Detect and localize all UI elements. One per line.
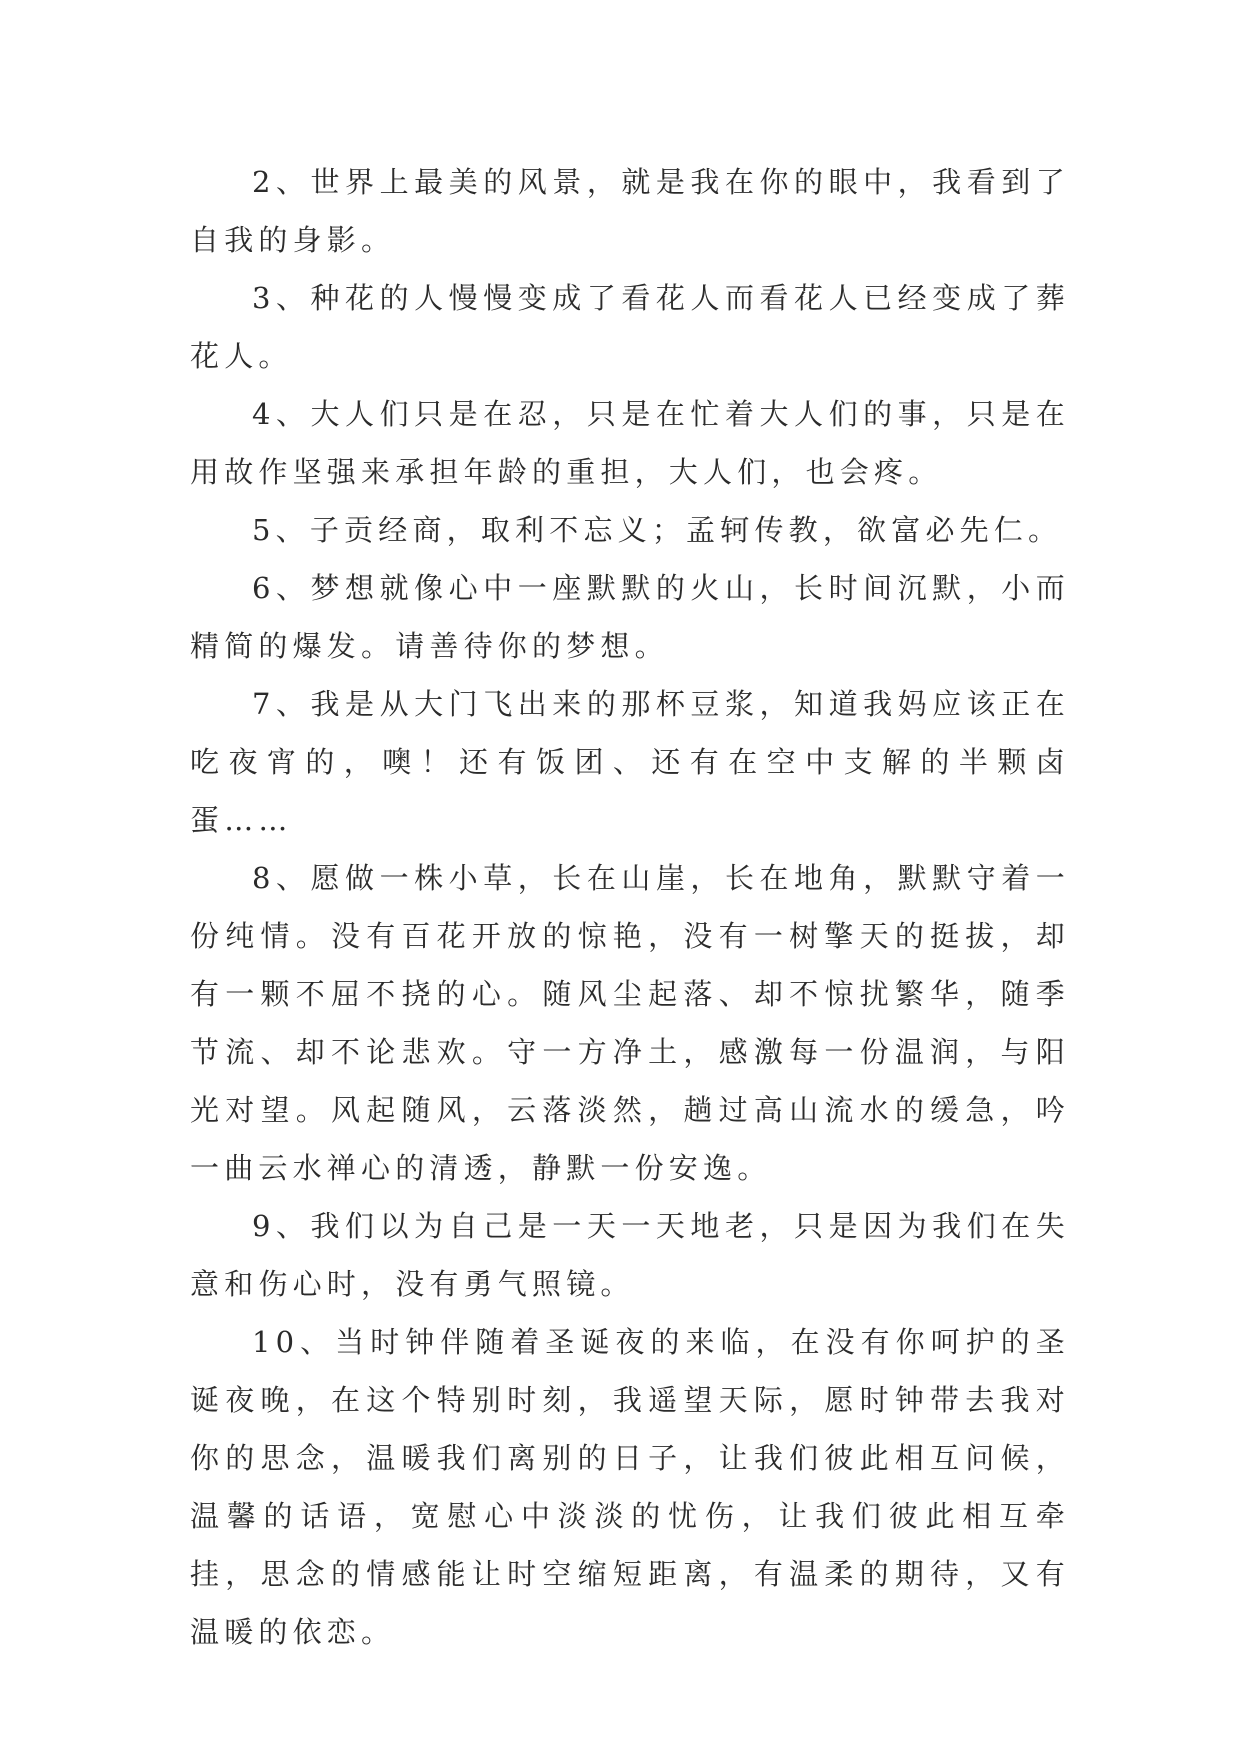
- paragraph-7: 7、我是从大门飞出来的那杯豆浆，知道我妈应该正在吃夜宵的，噢！还有饭团、还有在空中支解的半颗卤蛋……: [190, 687, 1070, 837]
- document-page: [190, 153, 1070, 1661]
- paragraph-3: 3、种花的人慢慢变成了看花人而看花人已经变成了葬花人。: [190, 281, 1070, 373]
- paragraph-5: 5、子贡经商，取利不忘义；孟轲传教，欲富必先仁。: [252, 513, 1063, 547]
- paragraph-10: 10、当时钟伴随着圣诞夜的来临，在没有你呵护的圣诞夜晚，在这个特别时刻，我遥望天际，愿时钟带去我对你的思念，温暖我们离别的日子，让我们彼此相互问候，温馨的话语，宽慰心中淡淡的忧伤，让我们彼此相互牵挂，思念的情感能让时空缩短距离，有温柔的期待，又有温暖的依恋。: [190, 1325, 1070, 1649]
- paragraph-8: 8、愿做一株小草，长在山崖，长在地角，默默守着一份纯情。没有百花开放的惊艳，没有一树擎天的挺拔，却有一颗不屈不挠的心。随风尘起落、却不惊扰繁华，随季节流、却不论悲欢。守一方净土，感激每一份温润，与阳光对望。风起随风，云落淡然，趟过高山流水的缓急，吟一曲云水禅心的清透，静默一份安逸。: [190, 861, 1070, 1185]
- paragraph-4: 4、大人们只是在忍，只是在忙着大人们的事，只是在用故作坚强来承担年龄的重担，大人们，也会疼。: [190, 397, 1070, 489]
- paragraph-6: 6、梦想就像心中一座默默的火山，长时间沉默，小而精简的爆发。请善待你的梦想。: [190, 571, 1070, 663]
- paragraph-9: 9、我们以为自己是一天一天地老，只是因为我们在失意和伤心时，没有勇气照镜。: [190, 1209, 1070, 1301]
- paragraph-2: 2、世界上最美的风景，就是我在你的眼中，我看到了自我的身影。: [190, 165, 1070, 257]
